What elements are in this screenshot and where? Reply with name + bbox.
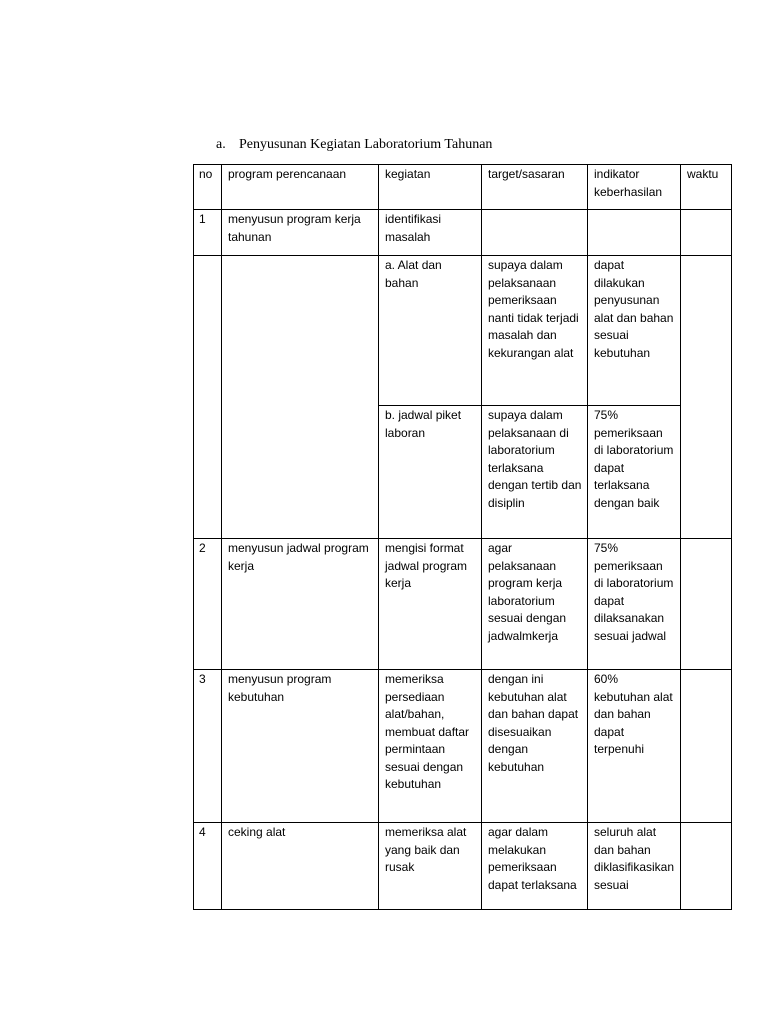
header-target: target/sasaran [482,165,588,210]
cell-waktu [681,670,732,823]
cell-program [222,256,379,539]
cell-kegiatan: memeriksa alat yang baik dan rusak [379,823,482,910]
cell-target: supaya dalam pelaksanaan pemeriksaan nanti tidak terjadi masalah dan kekurangan alat [482,256,588,406]
table-row [194,539,732,670]
cell-indikator: dapat dilakukan penyusunan alat dan bahan sesuai kebutuhan [588,256,681,406]
cell-kegiatan: b. jadwal piket laboran [379,406,482,539]
header-kegiatan: kegiatan [379,165,482,210]
cell-waktu [681,539,732,670]
cell-no: 4 [194,823,222,910]
table-header-row [194,165,732,210]
table-row [194,210,732,256]
cell-program: menyusun program kerja tahunan [222,210,379,256]
cell-no [194,256,222,539]
cell-target: agar pelaksanaan program kerja laboratorium sesuai dengan jadwalmkerja [482,539,588,670]
section-letter: a. [216,137,226,152]
cell-target: agar dalam melakukan pemeriksaan dapat terlaksana [482,823,588,910]
cell-no: 2 [194,539,222,670]
cell-program: menyusun program kebutuhan [222,670,379,823]
cell-waktu [681,256,732,539]
activity-table [193,164,732,910]
header-indikator: indikator keberhasilan [588,165,681,210]
table-row [194,256,732,406]
cell-kegiatan: a. Alat dan bahan [379,256,482,406]
cell-indikator: 75% pemeriksaan di laboratorium dapat dilaksanakan sesuai jadwal [588,539,681,670]
section-heading [216,136,492,154]
cell-target: supaya dalam pelaksanaan di laboratorium terlaksana dengan tertib dan disiplin [482,406,588,539]
cell-no: 1 [194,210,222,256]
section-title: Penyusunan Kegiatan Laboratorium Tahunan [239,137,493,152]
cell-indikator [588,210,681,256]
cell-waktu [681,823,732,910]
cell-indikator: 75% pemeriksaan di laboratorium dapat terlaksana dengan baik [588,406,681,539]
cell-kegiatan: memeriksa persediaan alat/bahan, membuat daftar permintaan sesuai dengan kebutuhan [379,670,482,823]
cell-target: dengan ini kebutuhan alat dan bahan dapat disesuaikan dengan kebutuhan [482,670,588,823]
cell-program: ceking alat [222,823,379,910]
cell-kegiatan: mengisi format jadwal program kerja [379,539,482,670]
cell-waktu [681,210,732,256]
cell-indikator: 60% kebutuhan alat dan bahan dapat terpenuhi [588,670,681,823]
cell-kegiatan: identifikasi masalah [379,210,482,256]
cell-no: 3 [194,670,222,823]
header-program: program perencanaan [222,165,379,210]
header-no: no [194,165,222,210]
header-waktu: waktu [681,165,732,210]
cell-indikator: seluruh alat dan bahan diklasifikasikan sesuai [588,823,681,910]
table-row [194,670,732,823]
cell-program: menyusun jadwal program kerja [222,539,379,670]
table-row [194,823,732,910]
cell-target [482,210,588,256]
